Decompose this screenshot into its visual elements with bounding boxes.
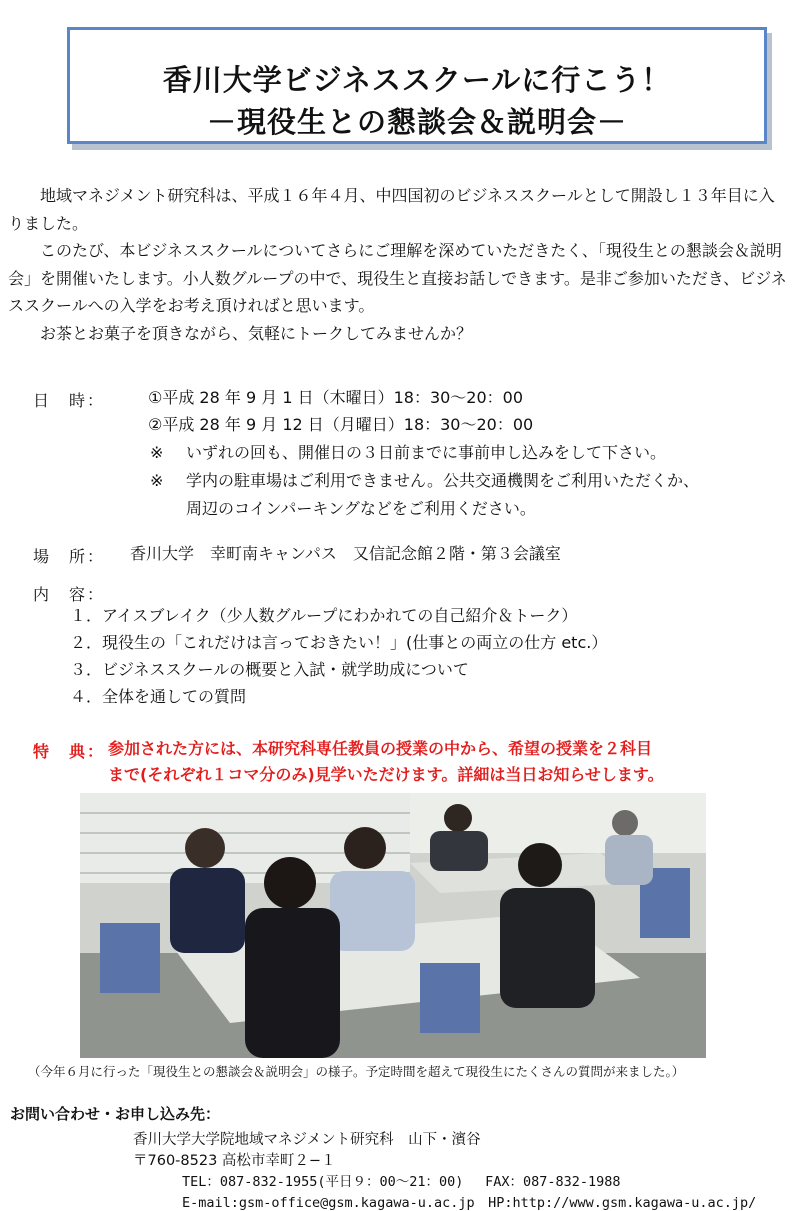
- intro-text: [8, 182, 788, 347]
- page-subtitle: －現役生との懇談会＆説明会－: [206, 105, 627, 139]
- schedule-note-1: いずれの回も、開催日の３日前までに事前申し込みをして下さい。: [186, 443, 667, 462]
- content-item-4: ４．全体を通しての質問: [70, 687, 247, 706]
- benefit-line-2: まで(それぞれ１コマ分のみ)見学いただけます。詳細は当日お知らせします。: [108, 765, 664, 784]
- contact-organization: 香川大学大学院地域マネジメント研究科 山下・濱谷: [133, 1132, 481, 1148]
- schedule-date-2: ②平成 28 年 9 月 12 日（月曜日）18：30～20：00: [148, 415, 534, 434]
- photo-caption: （今年６月に行った「現役生との懇談会＆説明会」の様子。予定時間を超えて現役生にたくさんの質問が来ました。）: [28, 1064, 685, 1079]
- venue-value: 香川大学 幸町南キャンパス 又信記念館２階・第３会議室: [130, 544, 561, 563]
- schedule-note-2b: 周辺のコインパーキングなどをご利用ください。: [186, 499, 536, 518]
- contact-phone-fax: TEL：087-832-1955(平日９：00～21：00) FAX：087-832-1988: [182, 1174, 621, 1190]
- contact-heading: お問い合わせ・お申し込み先：: [10, 1105, 221, 1123]
- note-mark-1: ※: [150, 443, 164, 462]
- intro-paragraph-2: このたび、本ビジネススクールについてさらにご理解を深めていただきたく、「現役生との懇談会＆説明会」を開催いたします。小人数グループの中で、現役生と直接お話しできます。是非ご参加いただき、ビジネススクールへの入学をお考え頂ければと思います。: [8, 241, 787, 315]
- intro-paragraph-3: お茶とお菓子を頂きながら、気軽にトークしてみませんか？: [40, 323, 473, 343]
- schedule-date-1: ①平成 28 年 9 月 1 日（木曜日）18：30～20：00: [148, 388, 524, 407]
- contact-address: 〒760-8523 高松市幸町２−１: [133, 1153, 336, 1169]
- benefit-line-1: 参加された方には、本研究科専任教員の授業の中から、希望の授業を２科目: [108, 739, 653, 758]
- event-photo: [80, 793, 706, 1058]
- note-mark-2: ※: [150, 471, 164, 490]
- content-label: 内 容：: [33, 585, 106, 604]
- content-item-2: ２．現役生の「これだけは言っておきたい！」(仕事との両立の仕方 etc.）: [70, 633, 608, 652]
- content-item-1: １．アイスブレイク（少人数グループにわかれての自己紹介＆トーク）: [70, 606, 578, 625]
- content-item-3: ３．ビジネススクールの概要と入試・就学助成について: [70, 660, 469, 679]
- benefit-label: 特 典：: [33, 742, 106, 761]
- event-photo-illustration: [80, 793, 706, 1058]
- intro-paragraph-1: 地域マネジメント研究科は、平成１６年４月、中四国初のビジネススクールとして開設し１３年目に入りました。: [8, 186, 775, 233]
- contact-email-web[interactable]: E-mail:gsm-office@gsm.kagawa-u.ac.jp HP:http://www.gsm.kagawa-u.ac.jp/: [182, 1195, 757, 1211]
- title-box: [67, 27, 767, 144]
- schedule-note-2a: 学内の駐車場はご利用できません。公共交通機関をご利用いただくか、: [186, 471, 699, 490]
- page-title: 香川大学ビジネススクールに行こう！: [162, 63, 672, 97]
- schedule-label: 日 時：: [33, 391, 106, 410]
- venue-label: 場 所：: [33, 547, 106, 566]
